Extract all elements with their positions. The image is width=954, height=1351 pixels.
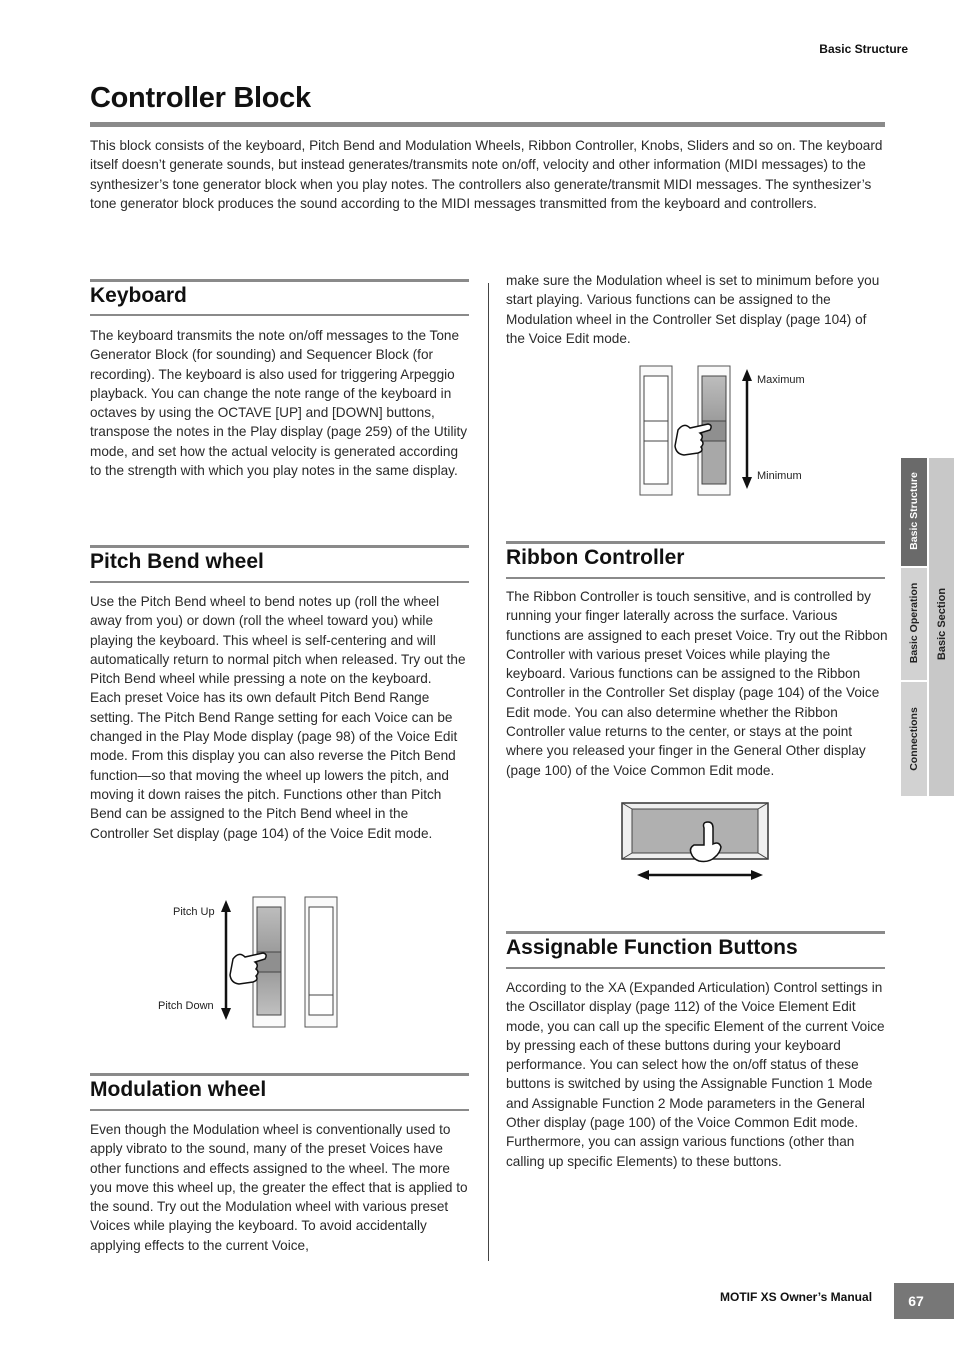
ribbon-body: The Ribbon Controller is touch sensitive, and is controlled by running your finger laterally across the surface. Various functions are assigned to each preset Voice. Try out the Ribbon Controller with various preset Voices while playing the keyboard. Various functions can be assigned to the Ribbon Controller in the Controller Set display (page 104) of the Voice Edit mode. You can also determine whether the Ribbon Controller value returns to the center, or stays at the point where you released your finger in the General Other display (page 100) of the Voice Common Edit mode. <box>506 589 888 778</box>
side-tab-connections-label: Connections <box>908 707 920 771</box>
pitch-arrow-down-head <box>221 1008 231 1020</box>
pitch-wheel-upper <box>257 907 281 952</box>
ribbon-bottom-rule <box>506 577 885 579</box>
pitch-bend-heading: Pitch Bend wheel <box>90 550 264 573</box>
pitch-bend-bottom-rule <box>90 581 469 583</box>
pitch-bend-body-2: Each preset Voice has its own default Pitch Bend Range setting. The Pitch Bend Range setting for each Voice can be changed in the Play Mode display (page 98) of the Voice Edit mode. From this display you can also reverse the Pitch Bend function—so that moving the wheel up lowers the pitch, and moving it down raises the pitch. Functions other than Pitch Bend can be assigned to the Pitch Bend wheel in the Controller Set display (page 104) of the Voice Edit mode. <box>90 690 458 841</box>
mod-arrow-up-head <box>742 369 752 381</box>
page-title: Controller Block <box>90 82 311 114</box>
pitch-wheel-lower <box>257 972 281 1015</box>
minimum-label: Minimum <box>757 470 802 482</box>
pitch-bend-wheel-figure <box>215 895 345 1030</box>
side-tab-basic-operation-label: Basic Operation <box>908 582 920 664</box>
side-tab-basic-structure-label: Basic Structure <box>908 472 920 550</box>
side-tab-basic-section[interactable] <box>929 458 954 796</box>
assignable-top-rule <box>506 931 885 934</box>
pitch-bend-body-1: Use the Pitch Bend wheel to bend notes up (roll the wheel away from you) or down (roll the wheel toward you) while playing the keyboard. This wheel is self-centering and will automatically return to normal pitch when released. Try out the Pitch Bend wheel while pressing a note on the keyboard. <box>90 594 466 687</box>
keyboard-bottom-rule <box>90 314 469 316</box>
keyboard-body: The keyboard transmits the note on/off messages to the Tone Generator Block (for sounding) and Sequencer Block (for recording). The keyboard is also used for triggering Arpeggio playback. You can change the note range of the keyboard in octaves by using the OCTAVE [UP] and [DOWN] buttons, transpose the notes in the Play display (page 259) of the Utility mode, and set how the actual velocity is generated according to the strength with which you play notes in the same display. <box>90 328 468 479</box>
page-number: 67 <box>894 1283 954 1319</box>
modulation-body: Even though the Modulation wheel is conventionally used to apply vibrato to the sound, many of the preset Voices have other functions and effects assigned to the wheel. The more you move this wheel up, the greater the effect that is applied to the sound. Try out the Modulation wheel with various preset Voices while playing the keyboard. To avoid accidentally applying effects to the current Voice, <box>90 1122 468 1253</box>
pitch-up-label: Pitch Up <box>173 906 215 918</box>
modulation-body-continued: make sure the Modulation wheel is set to minimum before you start playing. Various functions can be assigned to the Modulation wheel in the Controller Set display (page 104) of the Voice Edit mode. <box>506 273 880 346</box>
modulation-wheel-figure <box>638 364 758 499</box>
modulation-bottom-rule <box>90 1109 469 1111</box>
side-tab-basic-section-label: Basic Section <box>936 587 948 661</box>
pitch-bend-top-rule <box>90 545 469 548</box>
pb-wheel-slot-left <box>644 376 668 484</box>
column-divider <box>488 283 489 1261</box>
running-header: Basic Structure <box>819 42 908 56</box>
maximum-label: Maximum <box>757 374 805 386</box>
mod-wheel-lower <box>702 441 726 484</box>
side-tab-basic-operation[interactable] <box>901 568 927 680</box>
ribbon-heading: Ribbon Controller <box>506 546 685 569</box>
side-tab-basic-structure[interactable] <box>901 458 927 566</box>
mod-wheel-slot-right <box>309 907 333 1015</box>
ribbon-arrow-left-head <box>637 870 649 880</box>
assignable-bottom-rule <box>506 967 885 969</box>
mod-arrow-down-head <box>742 477 752 489</box>
pitch-down-label: Pitch Down <box>158 1000 214 1012</box>
assignable-body: According to the XA (Expanded Articulation) Control settings in the Oscillator display (page 112) of the Voice Element Edit mode, you can call up the specific Element of the current Voice by pressing each of these buttons during your keyboard performance. You can select how the on/off status of these buttons is switched by using the Assignable Function 1 Mode and Assignable Function 2 Mode parameters in the General Other display (page 100) of the Voice Common Edit mode. Furthermore, you can assign various functions (other than calling up specific Elements) to these buttons. <box>506 980 885 1169</box>
ribbon-arrow-right-head <box>751 870 763 880</box>
title-rule <box>90 122 885 127</box>
ribbon-top-rule <box>506 541 885 544</box>
pitch-arrow-up-head <box>221 900 231 912</box>
keyboard-heading: Keyboard <box>90 284 187 307</box>
side-tab-connections[interactable] <box>901 682 927 796</box>
modulation-top-rule <box>90 1073 469 1076</box>
ribbon-controller-figure <box>620 800 772 882</box>
modulation-heading: Modulation wheel <box>90 1078 267 1101</box>
footer-manual-title: MOTIF XS Owner’s Manual <box>720 1290 873 1304</box>
assignable-heading: Assignable Function Buttons <box>506 936 798 959</box>
mod-wheel-upper <box>702 376 726 421</box>
keyboard-top-rule <box>90 279 469 282</box>
intro-paragraph: This block consists of the keyboard, Pitch Bend and Modulation Wheels, Ribbon Controller, Knobs, Sliders and so on. The keyboard itself doesn’t generate sounds, but instead generates/transmits note on/off, velocity and other information (MIDI messages) to the synthesizer’s tone generator block when you play notes. The controllers also generate/transmit MIDI messages. The synthesizer’s tone generator block produces the sound according to the MIDI messages transmitted from the keyboard and controllers. <box>90 138 883 211</box>
